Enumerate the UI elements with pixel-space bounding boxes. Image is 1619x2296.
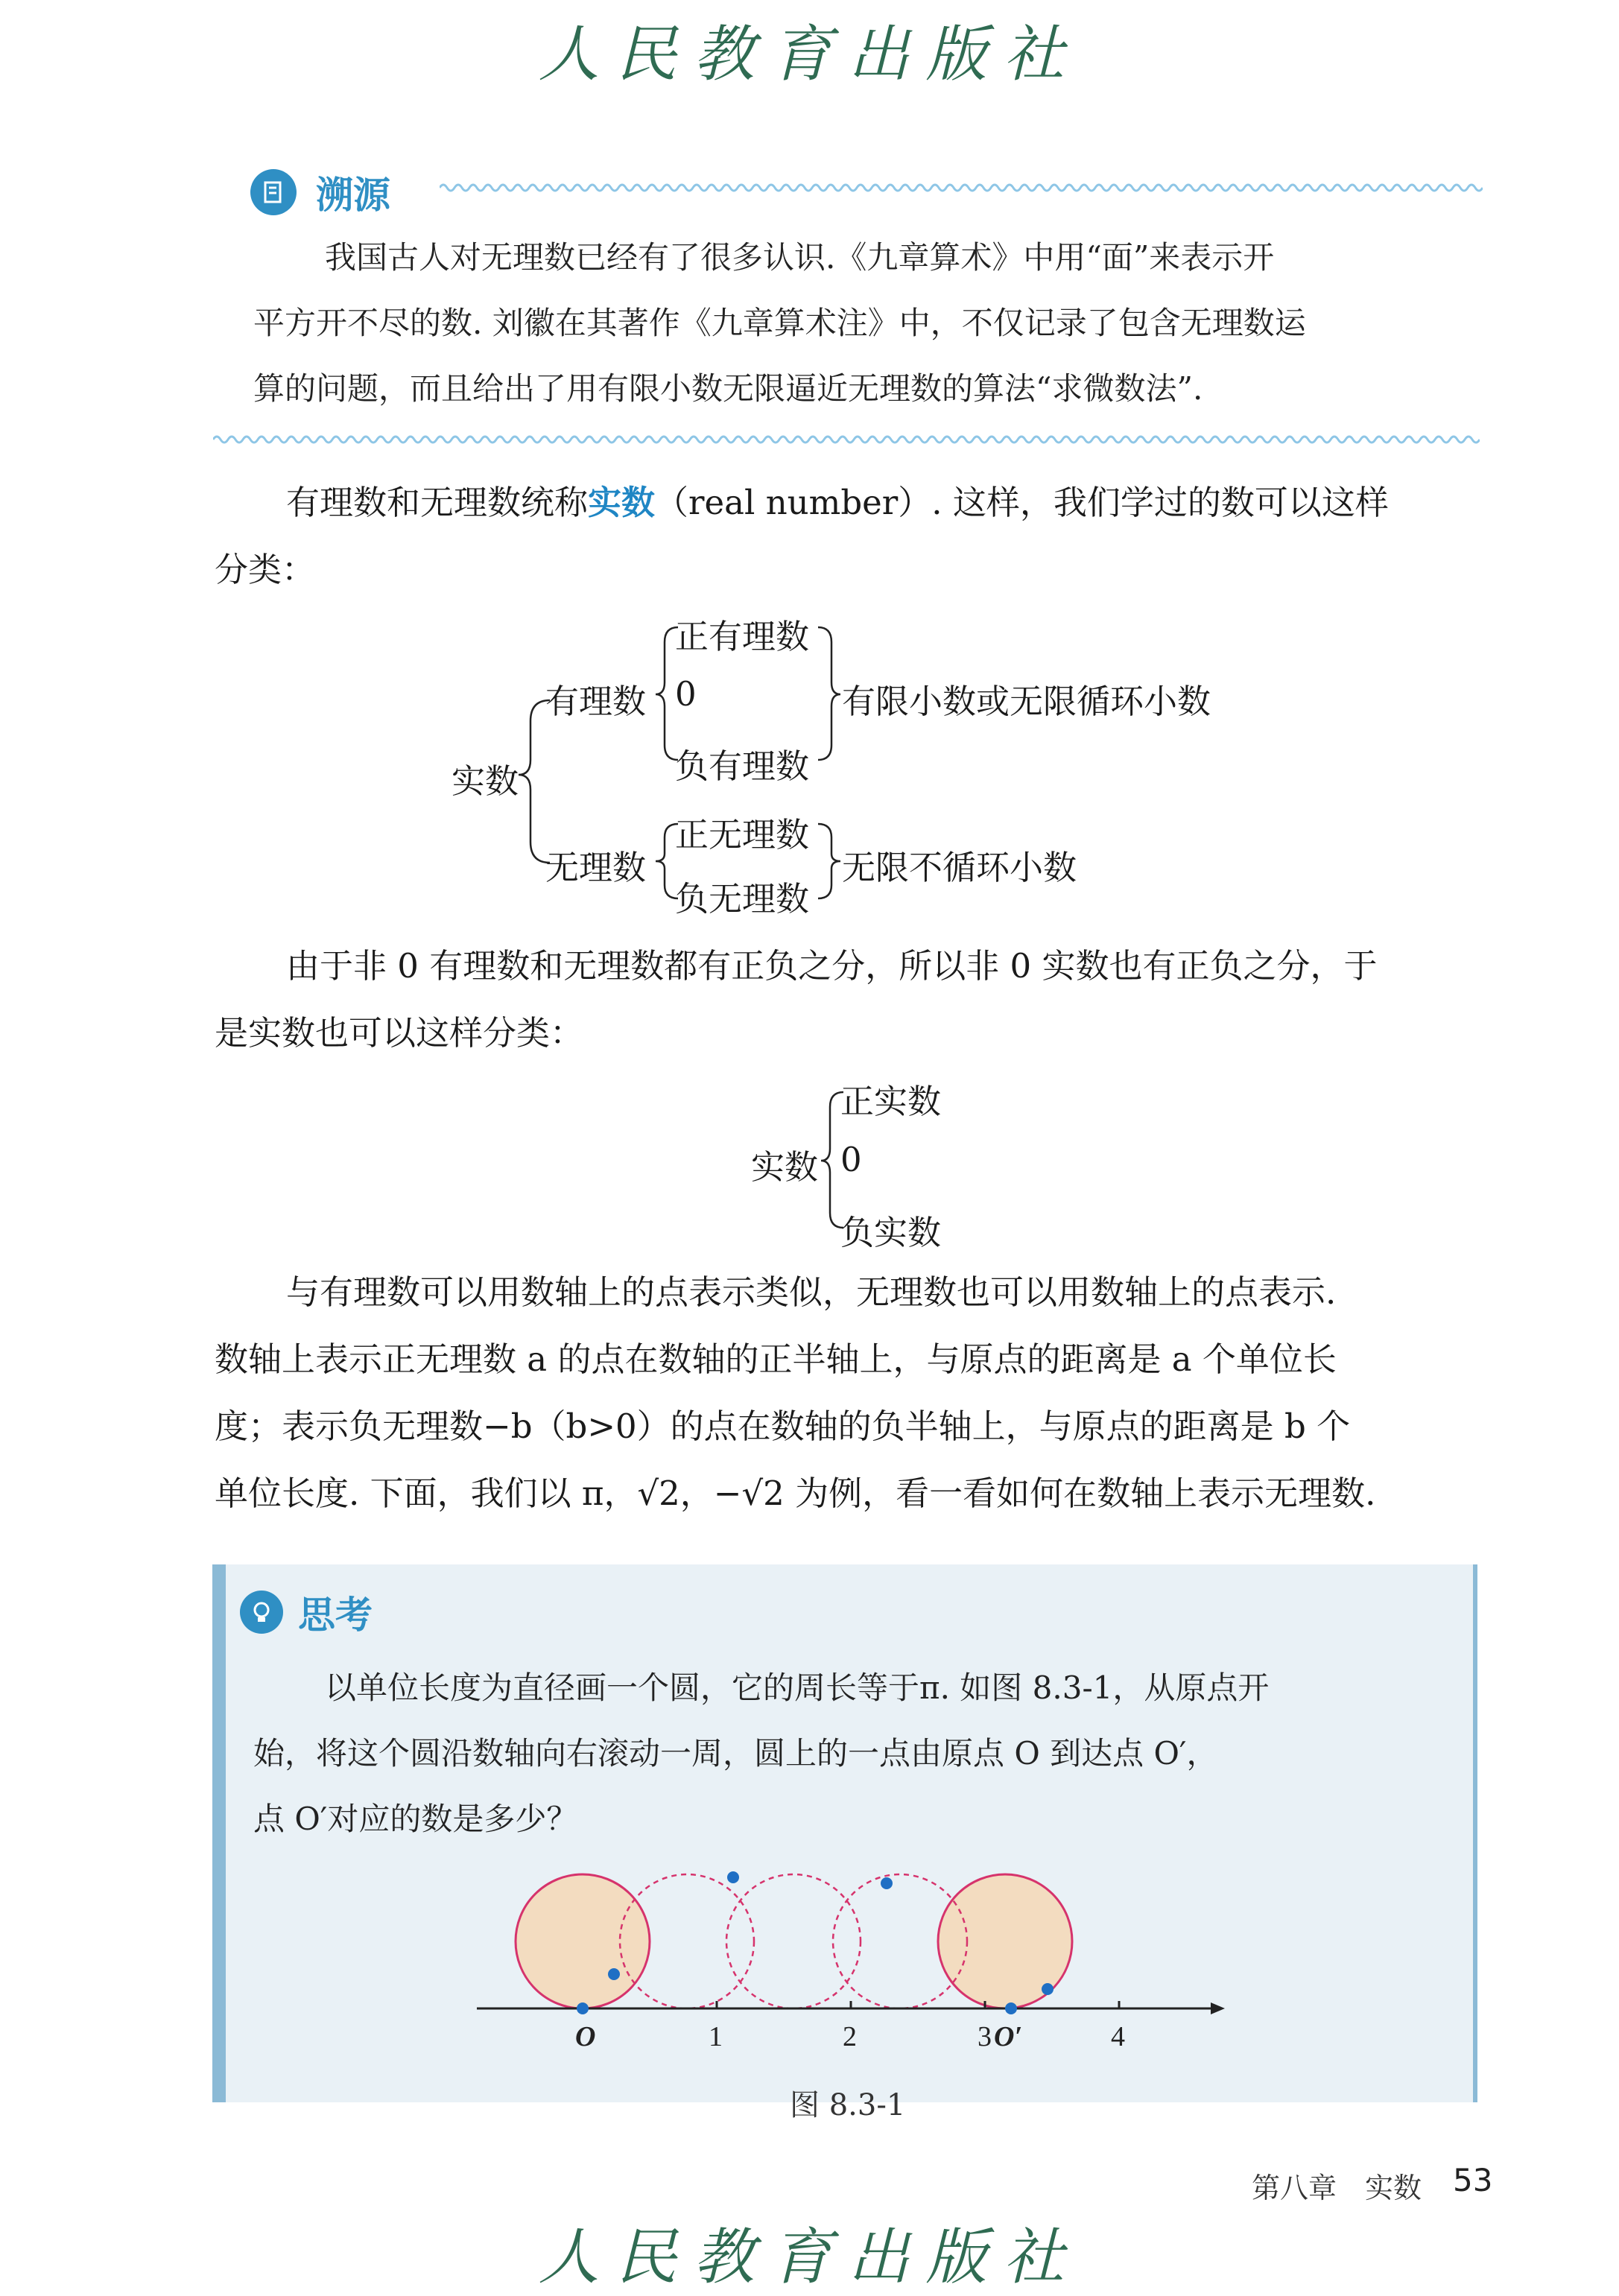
term-real-number: 实数 — [588, 483, 656, 522]
axis-label-3: 3 — [978, 2021, 992, 2052]
think-box-left-bar — [212, 1564, 226, 2102]
figure-caption: 图 8.3-1 — [790, 2088, 906, 2122]
cls2-root: 实数 — [751, 1147, 819, 1187]
cls1-rational-desc: 有限小数或无限循环小数 — [842, 682, 1211, 721]
axis-arrow — [1211, 2002, 1225, 2014]
cls1-negative-irrational: 负无理数 — [675, 879, 810, 919]
cls1-negative-rational: 负有理数 — [675, 746, 810, 786]
think-text — [253, 1655, 1460, 1852]
cls1-root: 实数 — [452, 761, 519, 801]
think-header — [240, 1585, 373, 1639]
start-circle — [516, 1874, 650, 2008]
para3-line2: 数轴上表示正无理数 a 的点在数轴的正半轴上，与原点的距离是 a 个单位长 — [215, 1339, 1337, 1379]
cls2-positive: 正实数 — [840, 1082, 942, 1121]
page-number: 53 — [1453, 2162, 1493, 2198]
suyuan-line-2: 平方开不尽的数. 刘徽在其著作《九章算术注》中，不仅记录了包含无理数运 — [253, 305, 1306, 341]
intro-line2: 分类： — [215, 550, 316, 589]
think-line-1: 以单位长度为直径画一个圆，它的周长等于π. 如图 8.3-1，从原点开 — [325, 1669, 1270, 1706]
cls1-irrational: 无理数 — [545, 848, 647, 887]
axis-label-o-prime: O′ — [994, 2021, 1023, 2052]
footer-chapter: 第八章 实数 — [1252, 2172, 1422, 2204]
think-title: 思考 — [298, 1593, 373, 1637]
cls1-irrational-desc: 无限不循环小数 — [842, 848, 1077, 887]
point-rolling-4 — [1042, 1983, 1054, 1995]
para2-line2: 是实数也可以这样分类： — [215, 1013, 584, 1053]
publisher-brand-bottom: 人民教育出版社 — [538, 2222, 1081, 2293]
para3 — [215, 1259, 1496, 1527]
axis-label-2: 2 — [843, 2021, 857, 2052]
cls1-braces — [0, 0, 1619, 939]
para2-line1: 由于非 0 有理数和无理数都有正负之分，所以非 0 实数也有正负之分，于 — [286, 946, 1378, 986]
cls2-zero: 0 — [840, 1140, 862, 1179]
cls1-positive-rational: 正有理数 — [675, 617, 810, 656]
cls2-negative: 负实数 — [840, 1213, 942, 1252]
publisher-brand-top: 人民教育出版社 — [538, 19, 1081, 90]
point-origin — [577, 2002, 589, 2014]
cls2-brace — [0, 1043, 1619, 1266]
para3-line1: 与有理数可以用数轴上的点表示类似，无理数也可以用数轴上的点表示. — [286, 1272, 1337, 1312]
point-rolling-3 — [881, 1877, 893, 1889]
point-o-prime — [1005, 2002, 1017, 2014]
suyuan-line-1: 我国古人对无理数已经有了很多认识.《九章算术》中用“面”来表示开 — [325, 239, 1275, 276]
axis-label-4: 4 — [1111, 2021, 1125, 2052]
think-box-right-bar — [1473, 1564, 1477, 2102]
figure-number-line — [462, 1862, 1281, 2071]
think-line-3: 点 O′对应的数是多少？ — [253, 1801, 578, 1837]
think-line-2: 始，将这个圆沿数轴向右滚动一周，圆上的一点由原点 O 到达点 O′， — [253, 1735, 1218, 1772]
suyuan-title: 溯源 — [316, 174, 390, 217]
cls1-positive-irrational: 正无理数 — [675, 815, 810, 854]
point-rolling-2 — [727, 1871, 739, 1883]
axis-label-o: O — [575, 2021, 596, 2052]
rolling-circle-2 — [726, 1874, 861, 2008]
cls1-zero: 0 — [675, 674, 697, 714]
lightbulb-icon — [240, 1591, 283, 1634]
intro-part1: 有理数和无理数统称 — [286, 483, 589, 522]
para3-line4: 单位长度. 下面，我们以 π，√2，−√2 为例，看一看如何在数轴上表示无理数. — [215, 1474, 1376, 1513]
cls1-rational: 有理数 — [545, 682, 647, 721]
para3-line3: 度；表示负无理数−b（b>0）的点在数轴的负半轴上，与原点的距离是 b 个 — [215, 1407, 1351, 1446]
point-rolling-1 — [608, 1968, 620, 1980]
axis-label-1: 1 — [709, 2021, 723, 2052]
suyuan-line-3: 算的问题，而且给出了用有限小数无限逼近无理数的算法“求微数法”. — [253, 370, 1203, 407]
intro-part2: （real number）. 这样，我们学过的数可以这样 — [655, 483, 1389, 522]
